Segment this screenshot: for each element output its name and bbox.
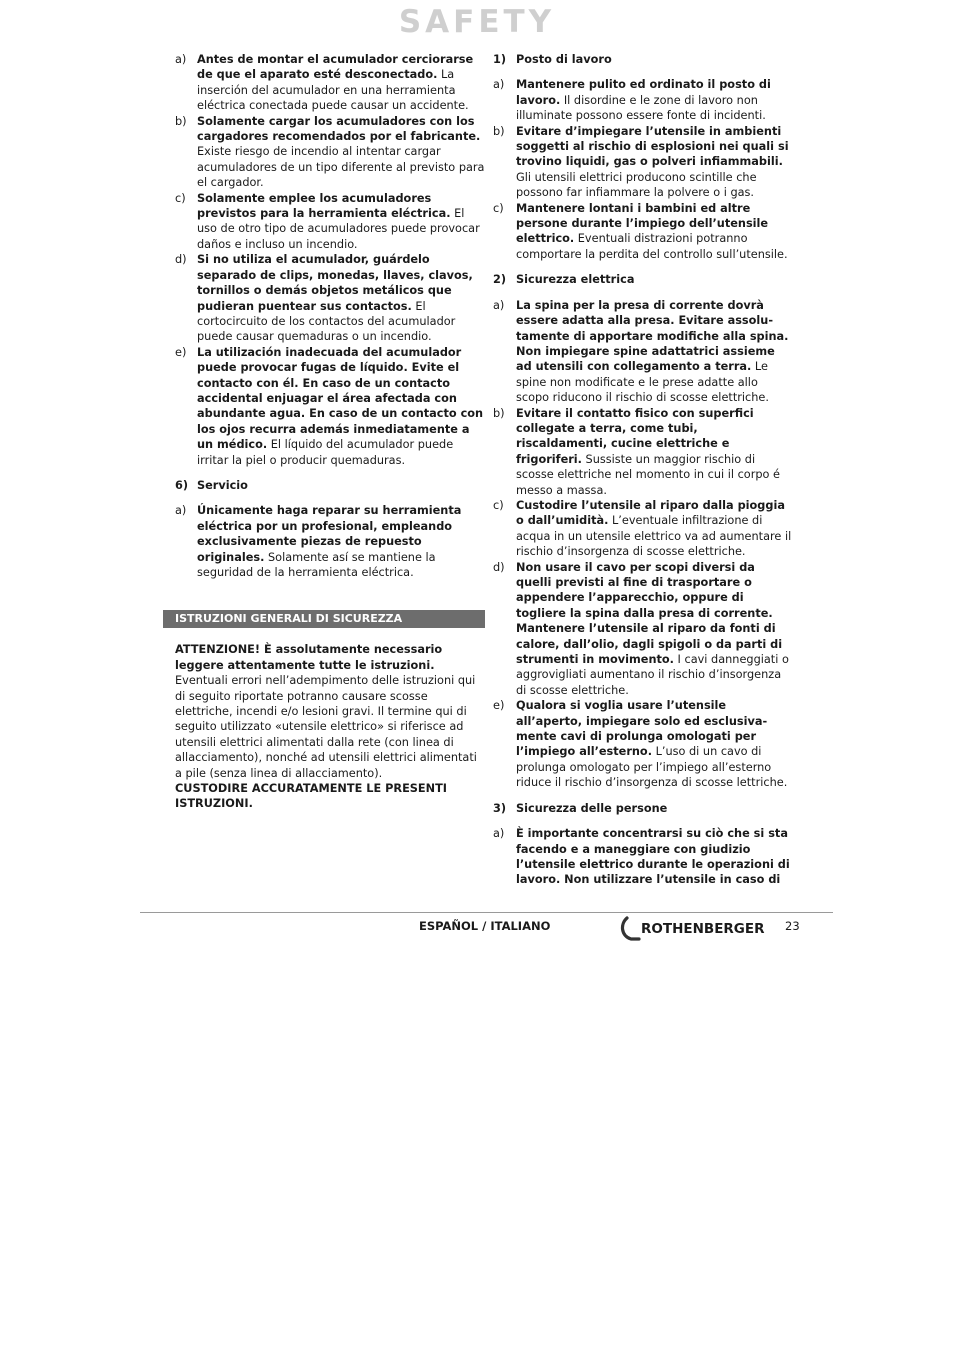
item-body-text: La inserción del acumulador en una herramienta eléctrica conectada puede causar un accidente. xyxy=(197,68,469,113)
item-bold-text: Custodire l’utensile al riparo dalla pioggia o dall’umidità. xyxy=(516,498,785,528)
item-marker: d) xyxy=(175,253,187,267)
section-number: 2) xyxy=(493,273,507,287)
item-text xyxy=(516,124,792,201)
item-body-text: L’eventuale infiltrazione di acqua in un utensile elettrico va ad aumentare il rischio d’insorgenza di scosse elettriche. xyxy=(516,514,792,559)
item-body-text: Sussiste un maggior rischio di scosse elettriche nel momento in cui il corpo é messo a massa. xyxy=(516,452,780,497)
battery-items-list xyxy=(163,52,485,468)
brand-name: ROTHENBERGER xyxy=(641,921,765,937)
page-title: SAFETY xyxy=(398,4,556,40)
item-body-text: Solamente así se mantiene la seguridad de la herramienta eléctrica. xyxy=(197,550,436,579)
right-column xyxy=(482,52,792,888)
item-bold-text: Solamente emplee los acumuladores previstos para la herramienta eléctrica. xyxy=(197,191,451,221)
item-marker: b) xyxy=(493,406,505,420)
section-bar-title: ISTRUZIONI GENERALI DI SICUREZZA xyxy=(163,610,485,628)
item-bold-text: Solamente cargar los acumuladores con los cargadores recomendados por el fabricante. xyxy=(197,114,481,144)
item-text xyxy=(197,191,485,253)
item-body-text: I cavi danneggiati o aggrovigliati aumentano il rischio d’insorgenza di scosse elettriche. xyxy=(516,653,789,697)
section-title: Sicurezza elettrica xyxy=(516,273,635,287)
item-text xyxy=(197,252,485,344)
item-marker: a) xyxy=(493,78,505,92)
item-bold-text: Mantenere pulito ed ordinato il posto di lavoro. xyxy=(516,78,771,107)
section-number: 6) xyxy=(175,478,189,492)
section-heading-sicurezza-elettrica xyxy=(482,272,792,287)
item-text xyxy=(516,826,792,888)
item-marker: b) xyxy=(175,114,187,128)
item-body-text: Existe riesgo de incendio al intentar cargar acumuladores de un tipo diferente al previsto para el cargador. xyxy=(197,145,485,190)
item-body-text: Il disordine e le zone di lavoro non illuminate possono essere fonte di incidenti. xyxy=(516,93,766,123)
list-item xyxy=(163,52,485,114)
item-text xyxy=(197,345,485,468)
item-text xyxy=(516,698,792,790)
item-marker: a) xyxy=(175,53,187,66)
item-bold-text: Qualora si voglia usare l’utensile all’aperto, impiegare solo ed esclusivamente cavi di prolunga omologati per l’impiego all’esterno. xyxy=(516,699,768,759)
brand-logo xyxy=(619,916,765,942)
list-item xyxy=(482,201,792,263)
section-heading-sicurezza-persone xyxy=(482,801,792,816)
list-item xyxy=(482,698,792,790)
item-marker: a) xyxy=(175,504,187,518)
section-title: Servicio xyxy=(197,478,248,492)
attention-paragraph xyxy=(163,642,485,811)
left-column xyxy=(163,52,485,812)
list-item xyxy=(163,252,485,344)
item-bold-text: È importante concentrarsi su ciò che si sta facendo e a maneggiare con giudizio l’utensile elettrico durante le operazioni di lavoro. Non utilizzare l’utensile in caso di xyxy=(516,827,790,887)
item-bold-text: Antes de montar el acumulador cerciorarse de que el aparato esté desconectado. xyxy=(197,53,474,82)
item-text xyxy=(516,77,792,123)
item-text xyxy=(516,298,792,406)
section-number: 1) xyxy=(493,53,507,66)
list-item xyxy=(482,826,792,888)
list-item xyxy=(482,77,792,123)
item-bold-text: La spina per la presa di corrente dovrà essere adatta alla presa. Evitare assolutamente di apportare modifiche alla spina. Non impiegare spine adattatrici assieme ad utensili con collegamento a terra. xyxy=(516,298,789,374)
list-item xyxy=(482,498,792,560)
list-item xyxy=(482,406,792,498)
item-bold-text: Únicamente haga reparar su herramienta eléctrica por un profesional, empleando exclusivamente piezas de repuesto originales. xyxy=(197,504,462,564)
item-marker: a) xyxy=(493,298,505,312)
item-bold-text: Mantenere lontani i bambini ed altre persone durante l’impiego dell’utensile elettrico. xyxy=(516,201,769,246)
section-number: 3) xyxy=(493,801,507,815)
list-item xyxy=(163,191,485,253)
list-item xyxy=(163,345,485,468)
item-marker: c) xyxy=(175,191,186,205)
brand-swoosh-icon xyxy=(619,916,641,942)
item-text xyxy=(197,52,485,114)
item-body-text: Le spine non modificate e le prese adatte allo scopo riducono il rischio di scosse elettriche. xyxy=(516,360,769,405)
item-marker: c) xyxy=(493,201,504,215)
custodire-notice: CUSTODIRE ACCURATAMENTE LE PRESENTI ISTRUZIONI. xyxy=(175,782,448,811)
section-title: Sicurezza delle persone xyxy=(516,801,668,815)
item-body-text: El cortocircuito de los contactos del acumulador puede causar quemaduras o un incendio. xyxy=(197,299,456,344)
item-text xyxy=(516,201,792,263)
section-heading-posto xyxy=(482,52,792,67)
section-title: Posto di lavoro xyxy=(516,53,612,66)
list-item xyxy=(482,298,792,406)
item-bold-text: Evitare il contatto fisico con superfici collegate a terra, come tubi, riscaldamenti, cucine elettriche e frigoriferi. xyxy=(516,406,754,466)
item-body-text: L’uso di un cavo di prolunga omologato per l’impiego all’esterno riduce il rischio d’insorgenza di scosse lettriche. xyxy=(516,745,788,790)
footer-divider xyxy=(140,912,833,913)
item-marker: e) xyxy=(493,699,505,713)
list-item xyxy=(482,560,792,699)
item-marker: c) xyxy=(493,498,504,512)
list-item xyxy=(482,124,792,201)
item-text xyxy=(516,406,792,498)
page-number: 23 xyxy=(785,919,800,933)
list-item xyxy=(163,503,485,580)
attention-text: Eventuali errori nell’adempimento delle istruzioni qui di seguito riportate potranno causare scosse elettriche, incendi e/o lesioni gravi. Il termine qui di seguito utilizzato «utensile elettrico» si riferisce ad utensili elettrici alimentati dalla rete (con linea di allacciamento), nonché ad utensili elettrici alimentati a pile (senza linea di allacciamento). xyxy=(175,674,477,780)
item-marker: d) xyxy=(493,560,505,574)
item-marker: e) xyxy=(175,345,187,359)
item-marker: b) xyxy=(493,124,505,138)
item-text xyxy=(516,498,792,560)
item-body-text: El líquido del acumulador puede irritar la piel o producir quemaduras. xyxy=(197,438,454,467)
footer-language: ESPAÑOL / ITALIANO xyxy=(419,919,551,933)
item-body-text: Eventuali distrazioni potranno comportare la perdita del controllo sull’utensile. xyxy=(516,232,788,261)
item-body-text: Gli utensili elettrici producono scintille che possono far infiammare la polvere o i gas. xyxy=(516,170,757,200)
attention-heading: ATTENZIONE! È assolutamente necessario leggere attentamente tutte le istruzioni. xyxy=(175,643,443,672)
item-text xyxy=(516,560,792,699)
item-text xyxy=(197,114,485,191)
item-bold-text: La utilización inadecuada del acumulador puede provocar fugas de líquido. Evite el contacto con él. En caso de un contacto accidental enjuagar el área afectada con abundante agua. En caso de un contacto con los ojos recurra además inmediatamente a un médico. xyxy=(197,345,484,452)
item-bold-text: Si no utiliza el acumulador, guárdelo separado de clips, monedas, llaves, clavos, tornillos o demás objetos metálicos que pudieran puentear sus contactos. xyxy=(197,253,473,313)
item-bold-text: Evitare d’impiegare l’utensile in ambienti soggetti al rischio di esplosioni nei quali si trovino liquidi, gas o polveri infiammabili. xyxy=(516,124,789,169)
item-marker: a) xyxy=(493,827,505,841)
item-body-text: El uso de otro tipo de acumuladores puede provocar daños e incluso un incendio. xyxy=(197,207,480,251)
section-heading-servicio xyxy=(163,478,485,493)
list-item xyxy=(163,114,485,191)
item-bold-text: Non usare il cavo per scopi diversi da quelli previsti al fine di trasportare o appendere l’apparecchio, oppure di togliere la spina dalla presa di corrente. Mantenere l’utensile al riparo da fonti di calore, dall’olio, dagli spigoli o da parti di strumenti in movimento. xyxy=(516,560,783,667)
item-text xyxy=(197,503,485,580)
